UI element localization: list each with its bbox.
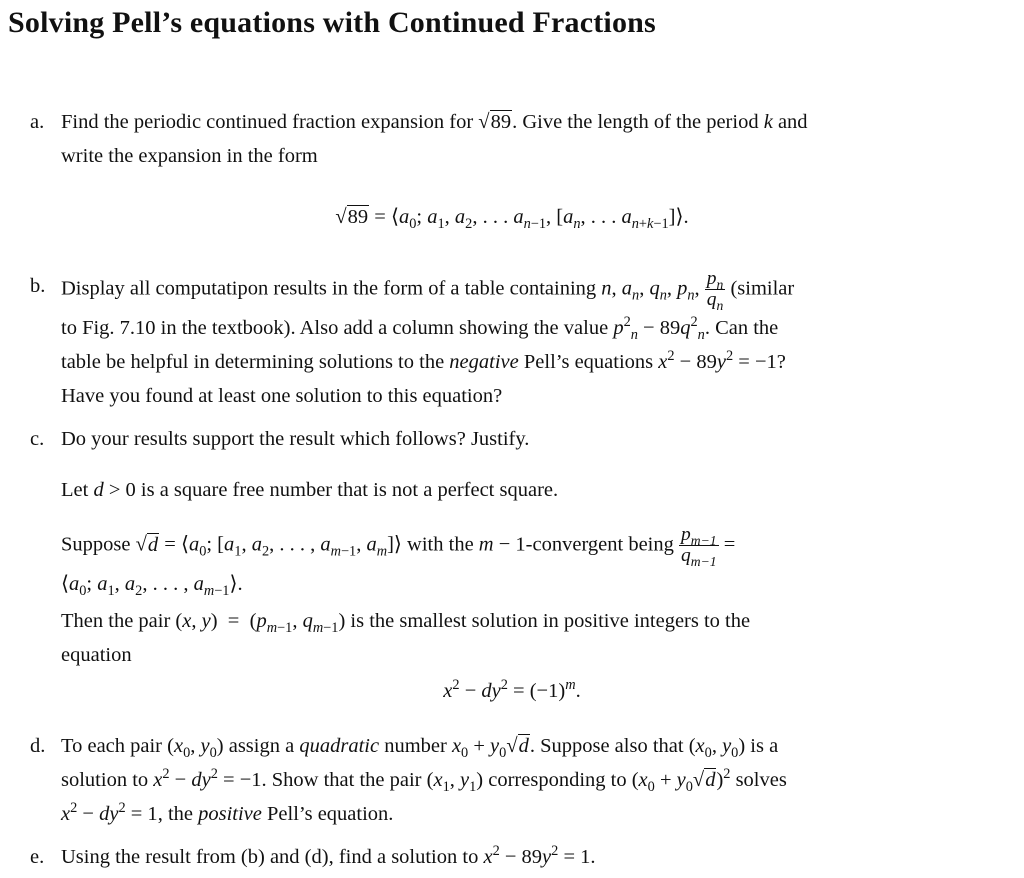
part-c-suppose: Suppose $√d = ⟨a_0$; [$a_1$, $a_2$, . . . , $a_{m-1}$, $a_m]⟩$ with the m − 1-convergent being $\frac{p_{m-1}}{q_{m-1}}$ = $⟨a_0$; $a_1$, $a_2$, . . . , $a_{m-1}⟩$. xyxy=(61,524,736,599)
part-c-then: Then the pair (x, $y) = (p_{m-1}$, $q_{m-1}$) is the smallest solution in positive integers to the equation xyxy=(61,610,751,666)
part-c-text: Do your results support the result which follows? Justify. xyxy=(61,428,530,450)
part-c-formula: $x^2 - dy^2 = (-1)^m$. xyxy=(443,677,581,702)
part-b-text: Display all computatipon results in the form of a table containing n, $a_n$, $q_n$, $p_n$, $\frac{p_n}{q_n}$ (similar to Fig. 7.10 in the textbook). Also add a column showing the value $p^2_n - 89q^2_n$. Can the table be helpful in determining solutions to the negative Pell’s equations $x^2 - 89y^2 = -1$? Have you found at least one solution to this equation? xyxy=(61,268,795,407)
part-c-let: Let d > 0 is a square free number that is not a perfect square. xyxy=(61,479,559,501)
part-b-label: b. xyxy=(30,275,46,297)
part-d-text: To each pair ($x_0$, $y_0$) assign a quadratic number $x_0 + y_0√d$. Suppose also that ($x_0$, $y_0$) is a solution to $x^2 - dy^2 = -1$. Show that the pair ($x_1$, $y_1$) corresponding to $(x_0 + y_0√d)^2$ solves $x^2 - dy^2 = 1$, the positive Pell’s equation. xyxy=(61,735,787,825)
part-e-label: e. xyxy=(30,846,45,868)
part-c-label: c. xyxy=(30,428,45,450)
part-a-text: Find the periodic continued fraction expansion for √89. Give the length of the period k and write the expansion in the form xyxy=(61,111,808,167)
part-a-label: a. xyxy=(30,111,45,133)
page-title: Solving Pell’s equations with Continued Fractions xyxy=(8,6,656,39)
part-a-formula: $√89 = ⟨a_0$; $a_1$, $a_2$, . . . $a_{n-1}$, [$a_n$, . . . $a_{n+k-1}]⟩$. xyxy=(335,206,689,233)
part-d-label: d. xyxy=(30,735,46,757)
part-e-text: Using the result from (b) and (d), find a solution to $x^2 - 89y^2 = 1$. xyxy=(61,843,596,868)
